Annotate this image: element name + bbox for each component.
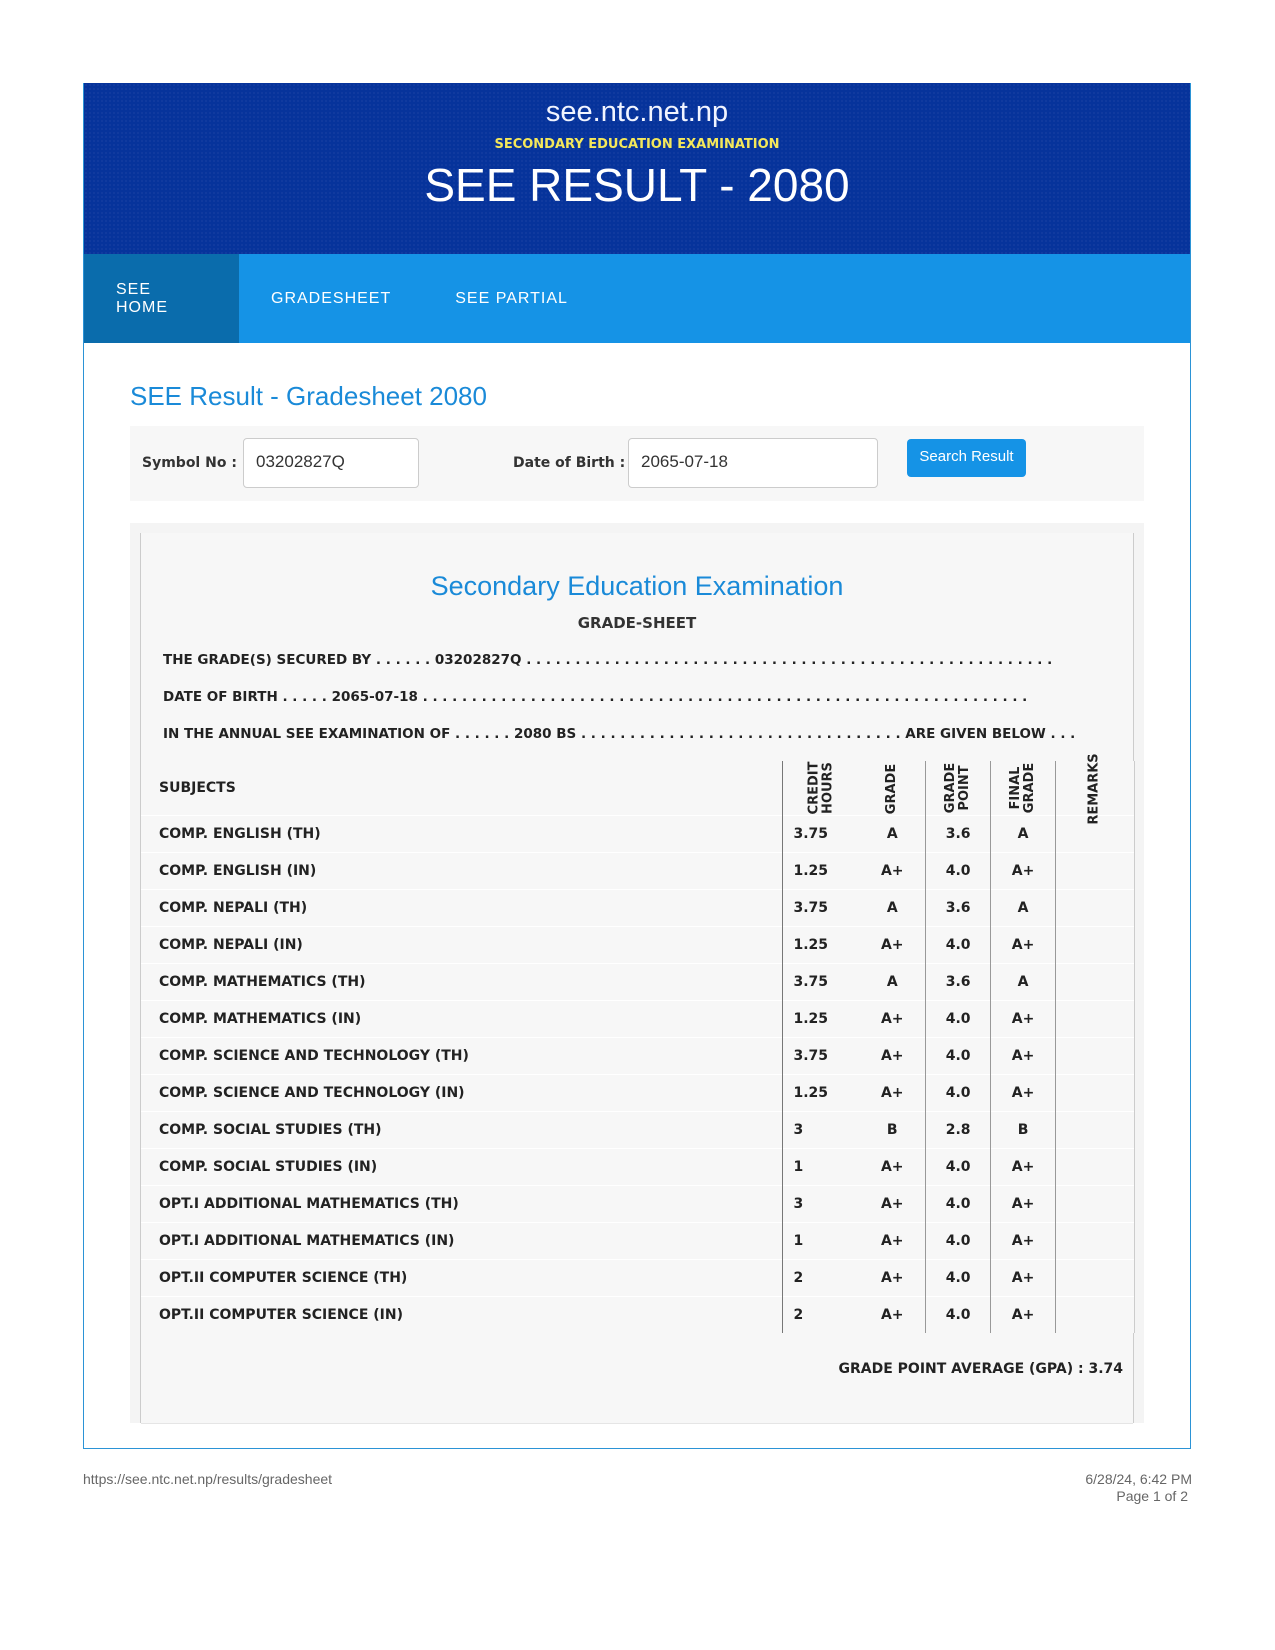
grade-cell: A+ xyxy=(880,863,904,879)
final-grade-cell: A+ xyxy=(991,1001,1056,1038)
subject-cell: OPT.I ADDITIONAL MATHEMATICS (TH) xyxy=(159,1196,459,1212)
grade-cell: A+ xyxy=(880,1307,904,1323)
final-grade-cell: A+ xyxy=(991,1260,1056,1297)
header-subjects: SUBJECTS xyxy=(159,780,236,796)
table-row xyxy=(141,1001,1135,1038)
search-form xyxy=(130,426,1144,501)
grade-cell: A+ xyxy=(880,1011,904,1027)
divider xyxy=(141,1423,1133,1424)
header-grade: GRADE xyxy=(884,763,900,815)
remarks-cell xyxy=(1056,1186,1135,1223)
credit-hours-cell: 3.75 xyxy=(783,1038,859,1075)
subject-cell: OPT.II COMPUTER SCIENCE (TH) xyxy=(159,1270,408,1286)
grade-point-cell: 3.6 xyxy=(926,816,991,853)
remarks-cell xyxy=(1056,1038,1135,1075)
subject-cell: COMP. NEPALI (TH) xyxy=(159,900,308,916)
secured-by-line: THE GRADE(S) SECURED BY . . . . . . 03202827Q . . . . . . . . . . . . . . . . . . . . . . . . . . . . . . . . . . . . . . . . . . . . . . . . . . . . . . xyxy=(163,652,1053,668)
grade-cell: A+ xyxy=(880,1233,904,1249)
final-grade-cell: A+ xyxy=(991,1075,1056,1112)
table-row xyxy=(141,1297,1135,1334)
credit-hours-cell: 1.25 xyxy=(783,853,859,890)
credit-hours-cell: 1.25 xyxy=(783,1001,859,1038)
table-row xyxy=(141,853,1135,890)
table-row xyxy=(141,1149,1135,1186)
grade-point-cell: 4.0 xyxy=(926,927,991,964)
table-row xyxy=(141,1038,1135,1075)
credit-hours-cell: 1.25 xyxy=(783,927,859,964)
grade-cell: B xyxy=(886,1122,898,1138)
remarks-cell xyxy=(1056,1260,1135,1297)
dob-line: DATE OF BIRTH . . . . . 2065-07-18 . . . . . . . . . . . . . . . . . . . . . . . . . . . . . . . . . . . . . . . . . . . . . . . . . . . . . . . . . . . . . . xyxy=(163,689,1028,705)
grade-point-cell: 4.0 xyxy=(926,1186,991,1223)
dob-label: Date of Birth : xyxy=(513,455,626,471)
subject-cell: COMP. SOCIAL STUDIES (IN) xyxy=(159,1159,378,1175)
footer-page: Page 1 of 2 xyxy=(1116,1488,1188,1504)
subject-cell: OPT.I ADDITIONAL MATHEMATICS (IN) xyxy=(159,1233,455,1249)
main-nav xyxy=(84,254,1190,343)
credit-hours-cell: 1 xyxy=(783,1223,859,1260)
remarks-cell xyxy=(1056,890,1135,927)
grade-cell: A+ xyxy=(880,1159,904,1175)
credit-hours-cell: 3.75 xyxy=(783,816,859,853)
nav-see-home[interactable]: SEE HOME xyxy=(84,254,239,343)
credit-hours-cell: 3.75 xyxy=(783,890,859,927)
header-credit-hours: CREDIT HOURS xyxy=(783,761,859,816)
exam-line: IN THE ANNUAL SEE EXAMINATION OF . . . . . . 2080 BS . . . . . . . . . . . . . . . . . . . . . . . . . . . . . . . . . ARE GIVEN BELOW . . . xyxy=(163,726,1076,742)
table-row xyxy=(141,927,1135,964)
table-row xyxy=(141,964,1135,1001)
remarks-cell xyxy=(1056,1001,1135,1038)
final-grade-cell: A xyxy=(991,890,1056,927)
sheet-title: Secondary Education Examination xyxy=(430,571,844,601)
grade-point-cell: 3.6 xyxy=(926,890,991,927)
final-grade-cell: A xyxy=(991,964,1056,1001)
grade-point-cell: 4.0 xyxy=(926,1149,991,1186)
footer-datetime: 6/28/24, 6:42 PM xyxy=(1085,1471,1192,1487)
browser-page xyxy=(83,83,1191,1449)
final-grade-cell: A xyxy=(991,816,1056,853)
header-remarks: REMARKS xyxy=(1056,761,1135,816)
search-result-button[interactable]: Search Result xyxy=(907,439,1026,477)
final-grade-cell: A+ xyxy=(991,1149,1056,1186)
grade-cell: A+ xyxy=(880,937,904,953)
grade-cell: A+ xyxy=(880,1270,904,1286)
table-row xyxy=(141,1223,1135,1260)
header-banner xyxy=(84,83,1190,254)
remarks-cell xyxy=(1056,927,1135,964)
table-row xyxy=(141,1112,1135,1149)
dob-input[interactable]: 2065-07-18 xyxy=(628,438,878,488)
table-row xyxy=(141,1186,1135,1223)
subject-cell: OPT.II COMPUTER SCIENCE (IN) xyxy=(159,1307,403,1323)
credit-hours-cell: 3.75 xyxy=(783,964,859,1001)
credit-hours-cell: 3 xyxy=(783,1112,859,1149)
table-header-row xyxy=(141,761,1135,816)
grade-sheet xyxy=(140,533,1134,1423)
main-content xyxy=(84,381,1190,1423)
remarks-cell xyxy=(1056,1149,1135,1186)
remarks-cell xyxy=(1056,1112,1135,1149)
nav-see-partial[interactable]: SEE PARTIAL xyxy=(455,289,568,307)
nav-gradesheet[interactable]: GRADESHEET xyxy=(271,289,392,307)
grade-point-cell: 2.8 xyxy=(926,1112,991,1149)
credit-hours-cell: 2 xyxy=(783,1297,859,1334)
page-title: SEE Result - Gradesheet 2080 xyxy=(130,381,487,411)
grade-point-cell: 4.0 xyxy=(926,1001,991,1038)
grade-point-cell: 4.0 xyxy=(926,1038,991,1075)
sheet-subtitle: GRADE-SHEET xyxy=(577,614,697,632)
result-container xyxy=(130,523,1144,1423)
grade-point-cell: 4.0 xyxy=(926,853,991,890)
table-row xyxy=(141,890,1135,927)
subject-cell: COMP. SCIENCE AND TECHNOLOGY (IN) xyxy=(159,1085,465,1101)
remarks-cell xyxy=(1056,1223,1135,1260)
subject-cell: COMP. ENGLISH (IN) xyxy=(159,863,317,879)
table-row xyxy=(141,1075,1135,1112)
subject-cell: COMP. ENGLISH (TH) xyxy=(159,826,321,842)
grade-point-cell: 4.0 xyxy=(926,1223,991,1260)
footer-url: https://see.ntc.net.np/results/gradesheet xyxy=(83,1471,333,1487)
header-title: SEE RESULT - 2080 xyxy=(424,159,850,211)
grade-point-cell: 4.0 xyxy=(926,1075,991,1112)
remarks-cell xyxy=(1056,853,1135,890)
subject-cell: COMP. MATHEMATICS (TH) xyxy=(159,974,366,990)
grade-cell: A xyxy=(886,900,898,916)
credit-hours-cell: 3 xyxy=(783,1186,859,1223)
table-row xyxy=(141,816,1135,853)
grade-cell: A xyxy=(886,974,898,990)
header-grade-point: GRADE POINT xyxy=(926,761,991,816)
credit-hours-cell: 1 xyxy=(783,1149,859,1186)
final-grade-cell: A+ xyxy=(991,853,1056,890)
grade-point-cell: 3.6 xyxy=(926,964,991,1001)
remarks-cell xyxy=(1056,964,1135,1001)
final-grade-cell: A+ xyxy=(991,1186,1056,1223)
final-grade-cell: B xyxy=(991,1112,1056,1149)
credit-hours-cell: 1.25 xyxy=(783,1075,859,1112)
final-grade-cell: A+ xyxy=(991,927,1056,964)
grade-cell: A+ xyxy=(880,1196,904,1212)
header-subtitle: SECONDARY EDUCATION EXAMINATION xyxy=(494,137,780,152)
gpa-value: GRADE POINT AVERAGE (GPA) : 3.74 xyxy=(838,1361,1123,1377)
subject-cell: COMP. SOCIAL STUDIES (TH) xyxy=(159,1122,382,1138)
subject-cell: COMP. MATHEMATICS (IN) xyxy=(159,1011,362,1027)
final-grade-cell: A+ xyxy=(991,1223,1056,1260)
grade-cell: A+ xyxy=(880,1085,904,1101)
final-grade-cell: A+ xyxy=(991,1297,1056,1334)
symbol-label: Symbol No : xyxy=(142,455,237,471)
remarks-cell xyxy=(1056,1297,1135,1334)
header-final-grade: FINAL GRADE xyxy=(991,761,1056,816)
grade-cell: A+ xyxy=(880,1048,904,1064)
credit-hours-cell: 2 xyxy=(783,1260,859,1297)
grade-point-cell: 4.0 xyxy=(926,1297,991,1334)
subject-cell: COMP. NEPALI (IN) xyxy=(159,937,303,953)
remarks-cell xyxy=(1056,1075,1135,1112)
site-name: see.ntc.net.np xyxy=(545,96,729,128)
grades-table xyxy=(141,753,1135,1333)
subject-cell: COMP. SCIENCE AND TECHNOLOGY (TH) xyxy=(159,1048,469,1064)
final-grade-cell: A+ xyxy=(991,1038,1056,1075)
symbol-input[interactable]: 03202827Q xyxy=(243,438,419,488)
grade-point-cell: 4.0 xyxy=(926,1260,991,1297)
table-row xyxy=(141,1260,1135,1297)
grade-cell: A xyxy=(886,826,898,842)
